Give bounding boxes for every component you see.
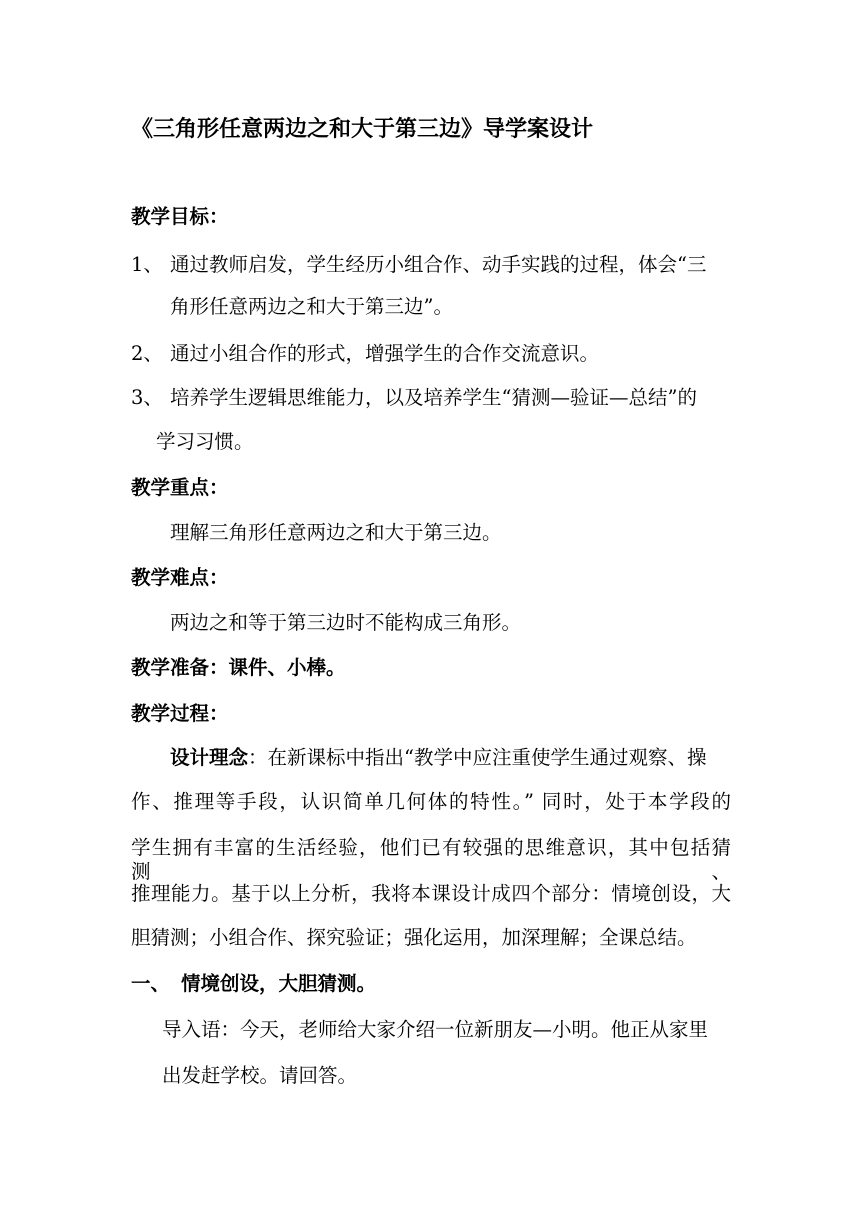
section-1-line-2: 出发赶学校。请回答。 [162, 1064, 358, 1087]
goal-1-number: 1、 [131, 253, 163, 276]
document-title: 《三角形任意两边之和大于第三边》导学案设计 [131, 116, 594, 142]
key-point-heading: 教学重点： [131, 476, 229, 499]
section-1-line-1: 导入语：今天，老师给大家介绍一位新朋友—小明。他正从家里 [162, 1018, 709, 1041]
goal-3-line-2: 学习习惯。 [156, 430, 254, 453]
key-point-text: 理解三角形任意两边之和大于第三边。 [170, 521, 502, 544]
design-concept-line-1 [170, 746, 707, 770]
goal-2-number: 2、 [131, 342, 163, 365]
section-1-number: 一、 [131, 972, 171, 995]
goal-2-line-1: 通过小组合作的形式，增强学生的合作交流意识。 [170, 342, 600, 365]
goal-3-line-1: 培养学生逻辑思维能力，以及培养学生“猜测—验证—总结”的 [170, 386, 697, 409]
goal-1-line-2: 角形任意两边之和大于第三边”。 [170, 295, 453, 318]
difficulty-heading: 教学难点： [131, 566, 229, 589]
difficulty-text: 两边之和等于第三边时不能构成三角形。 [170, 611, 522, 634]
section-1-heading: 情境创设，大胆猜测。 [181, 972, 377, 995]
design-concept-line-2: 作、推理等手段，认识简单几何体的特性。” 同时，处于本学段的 [131, 790, 731, 813]
design-concept-line-3: 学生拥有丰富的生活经验，他们已有较强的思维意识，其中包括猜测、 [131, 836, 731, 883]
preparation-heading: 教学准备：课件、小棒。 [131, 656, 346, 679]
goal-1-line-1: 通过教师启发，学生经历小组合作、动手实践的过程，体会“三 [170, 253, 707, 276]
design-concept-text: ：在新课标中指出“教学中应注重使学生通过观察、操 [248, 746, 707, 769]
goal-3-number: 3、 [131, 386, 163, 409]
design-concept-line-5: 胆猜测；小组合作、探究验证；强化运用，加深理解；全课总结。 [131, 926, 697, 949]
design-concept-label: 设计理念 [170, 746, 249, 769]
goals-heading: 教学目标： [131, 205, 229, 228]
process-heading: 教学过程： [131, 702, 229, 725]
design-concept-line-4: 推理能力。基于以上分析，我将本课设计成四个部分：情境创设，大 [131, 882, 731, 905]
